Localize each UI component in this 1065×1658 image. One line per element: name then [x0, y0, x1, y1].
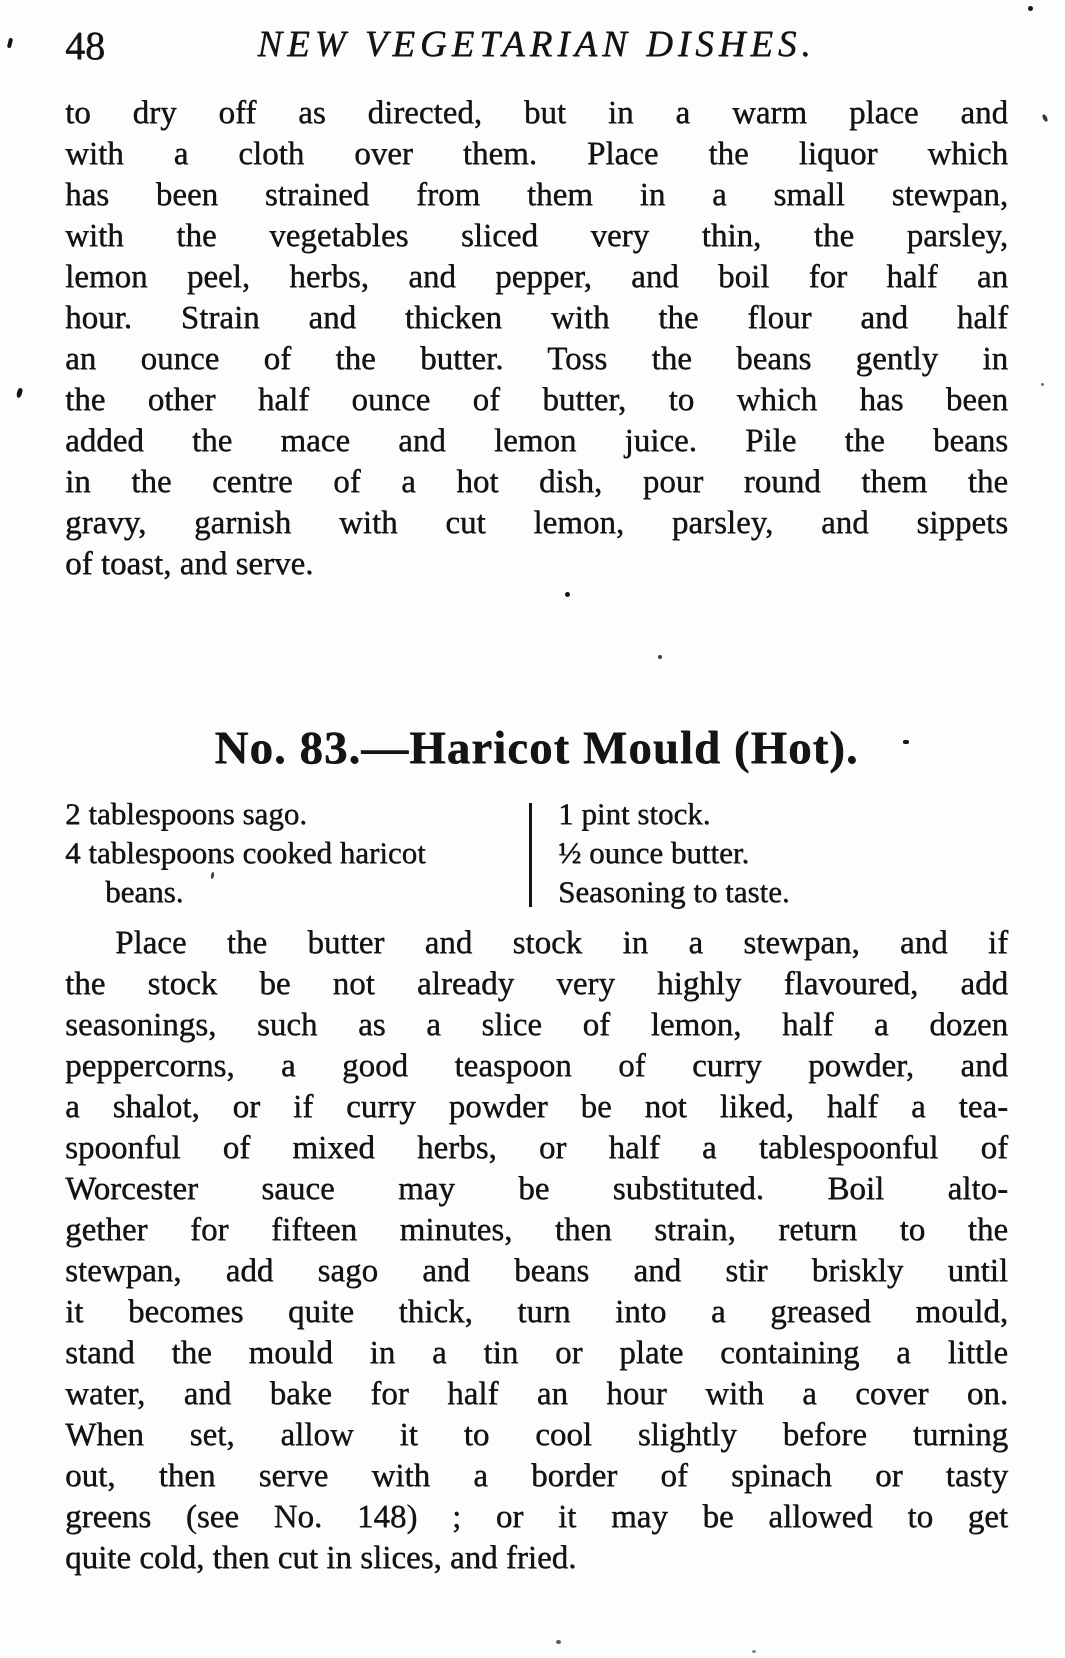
text-line: has been strained from them in a small stewpan, — [65, 177, 1008, 213]
text-line: a shalot, or if curry powder be not liked, half a tea- — [65, 1089, 1008, 1125]
intro-paragraph — [65, 93, 1008, 585]
text-line: Seasoning to taste. — [558, 874, 790, 909]
text-line: the other half ounce of butter, to which has been — [65, 382, 1008, 418]
text-line: seasonings, such as a slice of lemon, half a dozen — [65, 1007, 1008, 1043]
text-line: stewpan, add sago and beans and stir briskly until — [65, 1253, 1008, 1289]
scan-speck — [16, 388, 24, 399]
ingredients-right-column — [558, 794, 1008, 911]
page-number: 48 — [65, 23, 105, 68]
text-line: lemon peel, herbs, and pepper, and boil for half an — [65, 259, 1008, 295]
text-line: water, and bake for half an hour with a cover on. — [65, 1376, 1008, 1412]
text-line: to dry off as directed, but in a warm place and — [65, 95, 1008, 131]
text-line: added the mace and lemon juice. Pile the beans — [65, 423, 1008, 459]
text-line: greens (see No. 148) ; or it may be allowed to get — [65, 1499, 1008, 1535]
text-line: Place the butter and stock in a stewpan, and if — [115, 925, 1008, 961]
text-line: quite cold, then cut in slices, and fried. — [65, 1540, 577, 1576]
text-line: with a cloth over them. Place the liquor which — [65, 136, 1008, 172]
scan-speck — [1041, 383, 1044, 386]
text-line: of toast, and serve. — [65, 546, 314, 582]
page-header — [65, 22, 1008, 70]
scan-speck — [565, 592, 570, 597]
text-line: ½ ounce butter. — [558, 835, 750, 870]
running-title: NEW VEGETARIAN DISHES. — [257, 24, 816, 65]
scan-speck — [1041, 114, 1048, 123]
column-divider — [529, 803, 532, 907]
text-line: 4 tablespoons cooked haricot — [65, 835, 426, 870]
text-line: the stock be not already very highly flavoured, add — [65, 966, 1008, 1002]
text-line: it becomes quite thick, turn into a greased mould, — [65, 1294, 1008, 1330]
text-line: spoonful of mixed herbs, or half a tablespoonful of — [65, 1130, 1008, 1166]
text-line: 2 tablespoons sago. — [65, 796, 307, 831]
text-line: out, then serve with a border of spinach or tasty — [65, 1458, 1008, 1494]
scan-speck — [7, 38, 13, 49]
text-line: peppercorns, a good teaspoon of curry powder, and — [65, 1048, 1008, 1084]
text-line: with the vegetables sliced very thin, the parsley, — [65, 218, 1008, 254]
ingredients-block — [65, 794, 1008, 916]
text-line: Worcester sauce may be substituted. Boil alto- — [65, 1171, 1008, 1207]
scan-speck — [1028, 6, 1033, 11]
ingredients-left-column — [65, 794, 515, 911]
method-paragraph — [65, 923, 1008, 1579]
scan-speck — [903, 740, 909, 744]
scan-speck — [556, 1640, 561, 1644]
text-line: gravy, garnish with cut lemon, parsley, and sippets — [65, 505, 1008, 541]
scan-speck — [658, 655, 662, 659]
text-line: gether for fifteen minutes, then strain, return to the — [65, 1212, 1008, 1248]
text-line: an ounce of the butter. Toss the beans gently in — [65, 341, 1008, 377]
text-line: 1 pint stock. — [558, 796, 711, 831]
text-line: When set, allow it to cool slightly before turning — [65, 1417, 1008, 1453]
text-line: hour. Strain and thicken with the flour and half — [65, 300, 1008, 336]
text-line: stand the mould in a tin or plate containing a little — [65, 1335, 1008, 1371]
scan-speck — [752, 1650, 756, 1653]
text-line: in the centre of a hot dish, pour round them the — [65, 464, 1008, 500]
text-line: beans. — [105, 874, 184, 909]
recipe-heading: No. 83.—Haricot Mould (Hot). — [214, 722, 859, 774]
